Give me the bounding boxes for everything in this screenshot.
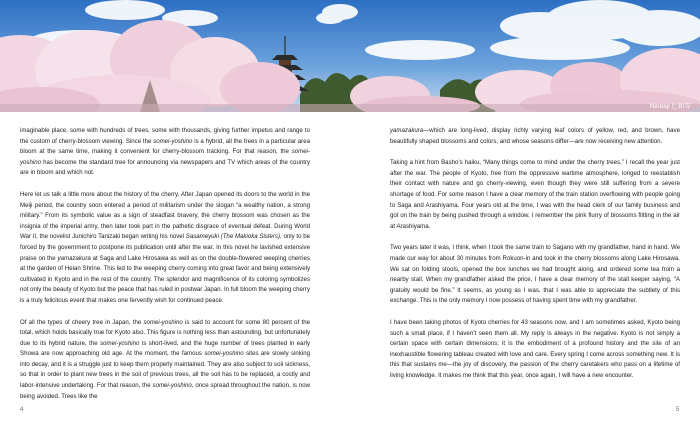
paragraph [20,126,310,179]
text-run: is a hybrid, all the trees in a particular area bloom at the same time, making it convenient for cherry-blossom tracking. For that reason, the [20,137,310,156]
paragraph [390,126,680,147]
italic-term: yamazakura [57,254,91,262]
italic-term: somei-yoshino [20,148,310,166]
left-page-text [20,126,310,413]
italic-term: somei-yoshino [204,350,244,358]
landscape-illustration [0,0,700,112]
page-number-left: 4 [20,407,24,413]
text-run: , once spread throughout the nation, is now being avoided. Trees like the [20,382,310,400]
text-run: sites are slowly sinking into decay, and it is a struggle just to keep them properly maintained. They are also subject to soil sickness, so that in order to plant new trees in the soil of previous trees, all the soil has to be replaced, a costly and labor-intensive undertaking. For that reason, the [20,350,310,390]
paragraph [20,190,310,307]
text-run: is short-lived, and the huge number of trees planted in early Showa are now approaching old age. At the moment, the famous [20,339,310,358]
text-run: Two years later it was, I think, when I took the same train to Sagano with my grandfather, hand in hand. We made our way for about 30 minutes from Rokuon-in and took in the cherry blossoms along Lake Hirosawa. We sat on folding stools, opened the box lunches we had brought along, and ordered some tea from a nearby stall. When my grandfather asked the price, I have a clear memory of the stall keeper saying, “A gratuity would be fine.” It seems, as young as I was, that I was able to appreciate the subtlety of this exchange. This is the only memory I now possess of having spent time with my grandfather. [390,244,680,305]
italic-term: somei-yoshino [100,339,140,347]
paragraph [390,318,680,382]
italic-term: yamazakura [390,127,424,134]
text-run: Taking a hint from Basho’s haiku, “Many things come to mind under the cherry trees,” I recall the year just after the war. The people of Kyoto, free from the oppressive wartime atmosphere, longed to reestablish their contact with nature and go cherry-viewing, even though they were still suffering from a severe shortage of food. For some reason I have a clear memory of the train station overflowing with people going to Saga and Arashiyama. Four years old at the time, I was with the head clerk of our family business and got on the train by being pushed through a window. I remember the pink flurry of blossoms flitting in the air at Arashiyama. [390,159,680,230]
paragraph [20,318,310,403]
paragraph [390,243,680,307]
cherry-blossom-photo [0,0,700,112]
text-run: Of all the types of cheery tree in Japan, the [20,318,144,326]
page-number-right: 5 [676,407,680,413]
italic-term: somei-yoshino [153,137,193,145]
photo-caption: Ninnaji 仁和寺 [649,103,691,110]
text-run: at Saga and Lake Hirosawa as well as on the double-flowered weeping cherries at the garden of Heian Shrine. This led to the weeping cherry coming into great favor and being extensively cultivated in Kyoto and in the rest of the country. The splendor and magnificence of its coloring symbolizes not only the beauty of Kyoto but the peace that has ruled in postwar Japan. In full bloom the weeping cherry is a truly felicitous event that makes one fervently wish for continued peace. [20,254,310,304]
text-run: has become the standard tree for announcing via newspapers and TV which areas of the country are in bloom and which not. [20,158,310,177]
italic-term: somei-yoshino [143,318,183,326]
text-run: I have been taking photos of Kyoto cherries for 43 seasons now, and I am sometimes asked, Kyoto being such a small place, if I haven’t seen them all. My reply is always in the negative. Kyoto is not simply a certain space with certain dimensions; it is the embodiment of a profound history and the site of an inexhaustible flowering tableau created with love and care. Every spring I come across something new. It is this that sustains me—the joy of discovery, the passion of the cherry caretakers who pass on a lifetime of living knowledge. It makes me think that this year, once again, I will have a new encounter. [390,318,680,379]
italic-term: somei-yoshino [152,382,192,390]
text-run: imaginable place, some with hundreds of trees, some with thousands, giving further impetus and range to the custom of cherry-blossom viewing. Since the [20,127,310,145]
text-run: Here let us talk a little more about the history of the cherry. After Japan opened its doors to the world in the Meiji period, the country soon entered a period of militarism under the slogan “a wealthy nation, a strong military.” From its symbolic value as a sign of steadfast bravery, the cherry blossom was chosen as the insignia of the imperial army, then later took part in the pathetic disgrace of eventual defeat. During World War II, the novelist Junichiro Tanizaki began writing his novel [20,190,310,241]
paragraph [390,158,680,232]
text-run: —which are long-lived, display richly varying leaf colors of yellow, red, and brown, have beautifully shaped blossoms and colors, and whose seasons differ—are now receiving new attention. [390,127,680,145]
text-run: , only to be forced by the government to postpone its publication until after the war. In this novel he lavished extensive praise on the [20,233,310,262]
italic-term: Sasameyuki (The Makioka Sisters) [185,233,281,241]
right-page-text [390,126,680,392]
text-run: is said to account for some 80 percent of the total, which holds basically true for Kyoto also. This figure is nothing less than astounding, but unfortunately due to its hybrid nature, the [20,318,310,347]
